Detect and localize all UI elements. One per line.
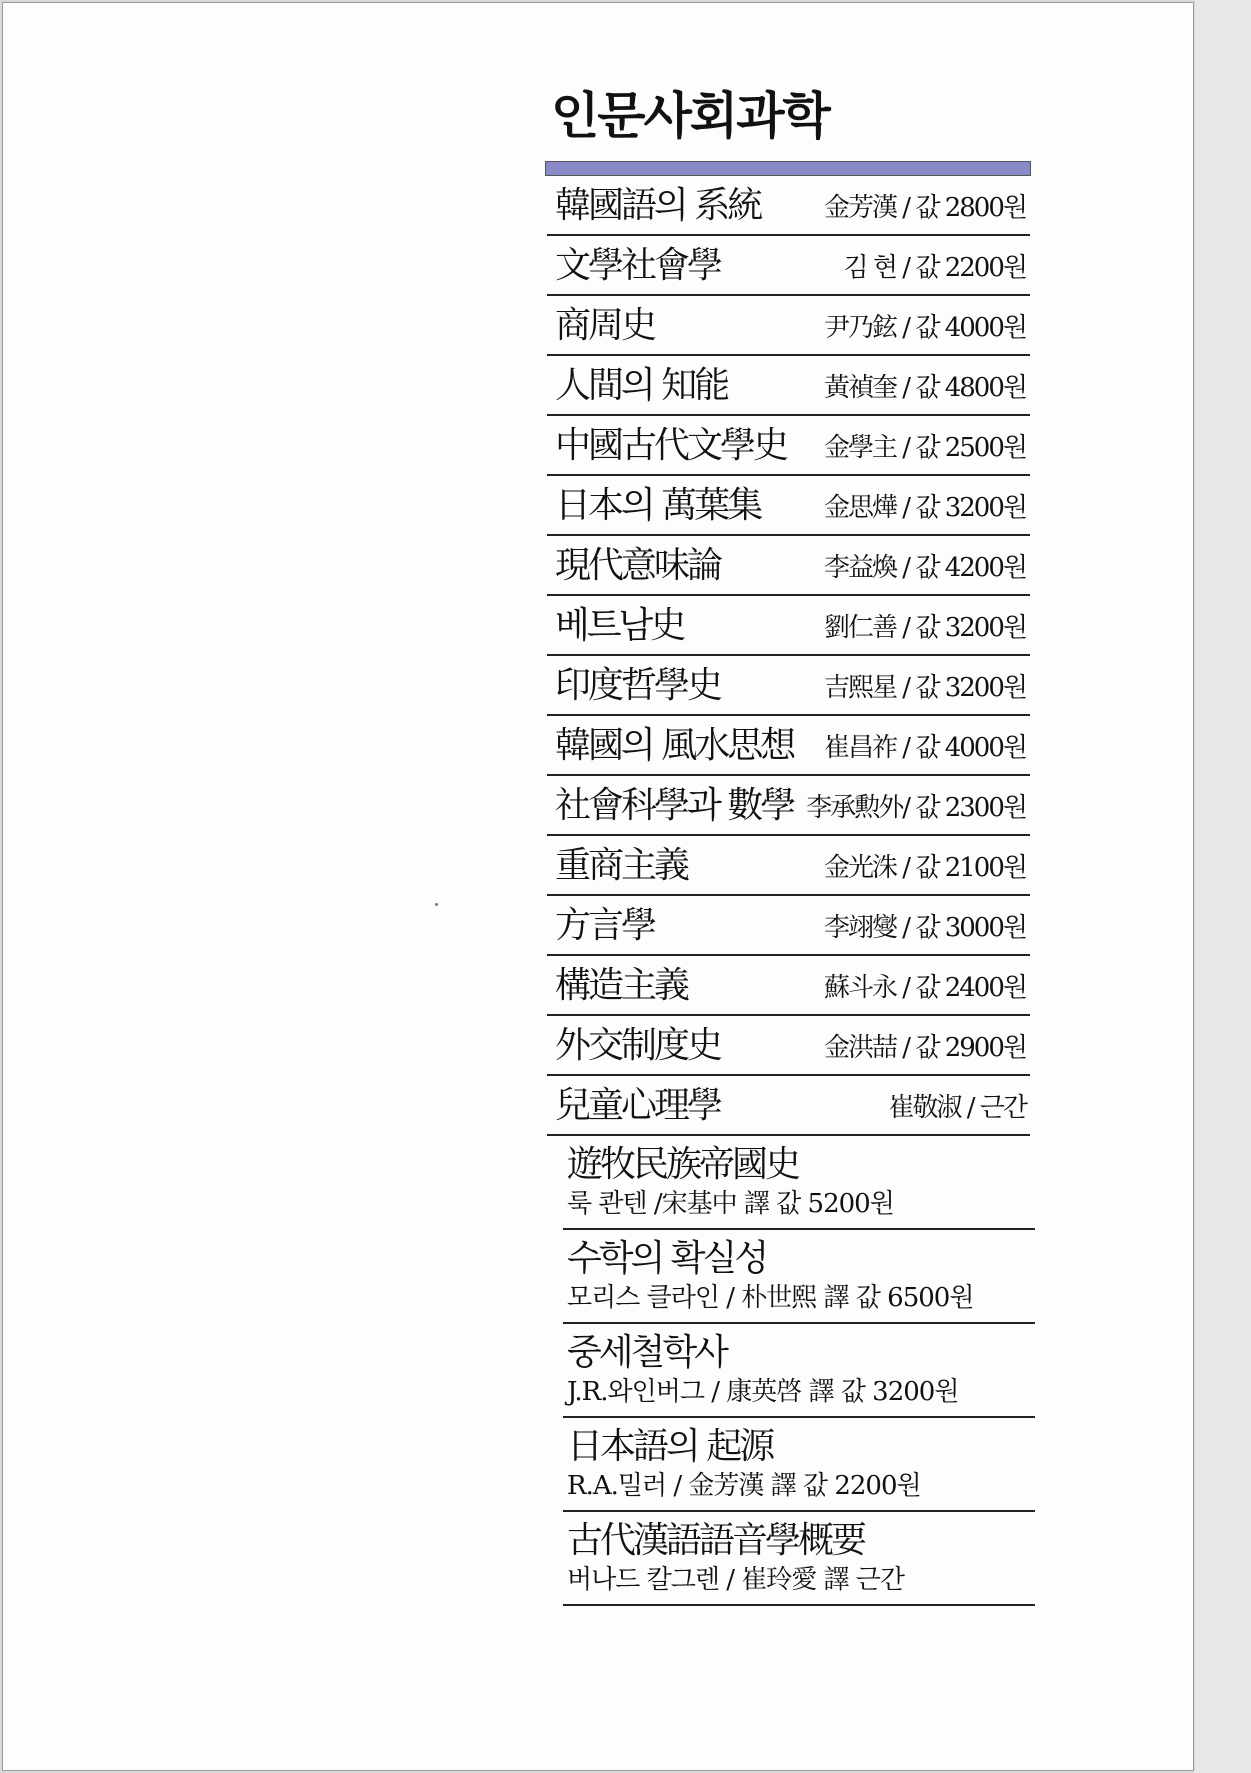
book-list-translated (543, 1136, 1041, 1606)
book-title: 社會科學과 數學 (555, 785, 794, 826)
book-author-price: 崔敬淑 / 근간 (888, 1093, 1026, 1123)
book-row (547, 836, 1030, 896)
book-title: 수학의 확실성 (567, 1238, 767, 1279)
book-author-price: 金洪喆 / 값 2900원 (824, 1033, 1026, 1063)
book-row (547, 1076, 1030, 1136)
book-title: 印度哲學史 (555, 665, 721, 706)
book-author-price: 崔昌祚 / 값 4000원 (824, 733, 1026, 763)
book-title: 方言學 (555, 905, 655, 946)
book-author-price: 李承勲外/ 값 2300원 (806, 793, 1026, 823)
book-author-price: 吉熙星 / 값 3200원 (824, 673, 1026, 703)
book-author-price: 金學主 / 값 2500원 (824, 433, 1026, 463)
book-author-price: 蘇斗永 / 값 2400원 (824, 973, 1026, 1003)
book-row-translated (563, 1324, 1035, 1418)
book-row (547, 896, 1030, 956)
book-title: 兒童心理學 (555, 1085, 721, 1126)
book-author-price: 黃禎奎 / 값 4800원 (824, 373, 1026, 403)
book-author-price: 尹乃鉉 / 값 4000원 (824, 313, 1026, 343)
book-author-price: 李翊燮 / 값 3000원 (824, 913, 1026, 943)
book-row-translated (563, 1136, 1035, 1230)
book-row (547, 236, 1030, 296)
book-author-price: 劉仁善 / 값 3200원 (824, 613, 1026, 643)
book-title: 베트남史 (555, 605, 684, 646)
book-row (547, 716, 1030, 776)
book-title: 韓國語의 系統 (555, 185, 761, 226)
book-catalog (543, 81, 1041, 1606)
book-author-price: 모리스 클라인 / 朴世熙 譯 값 6500원 (567, 1283, 974, 1313)
book-row-translated (563, 1512, 1035, 1606)
book-row (547, 596, 1030, 656)
book-title: 日本의 萬葉集 (555, 485, 761, 526)
book-author-price: 김 현 / 값 2200원 (843, 253, 1026, 283)
catalog-page (2, 2, 1194, 1771)
book-title: 人間의 知能 (555, 365, 728, 406)
book-title: 遊牧民族帝國史 (567, 1144, 799, 1185)
book-title: 重商主義 (555, 845, 688, 886)
book-row (547, 356, 1030, 416)
book-row (547, 416, 1030, 476)
book-title: 中國古代文學史 (555, 425, 787, 466)
book-row-translated (563, 1418, 1035, 1512)
page-edge (1195, 0, 1251, 1773)
book-title: 構造主義 (555, 965, 688, 1006)
book-list (543, 176, 1041, 1136)
book-title: 韓國의 風水思想 (555, 725, 794, 766)
book-author-price: 金光洙 / 값 2100원 (824, 853, 1026, 883)
book-row (547, 1016, 1030, 1076)
book-row-translated (563, 1230, 1035, 1324)
book-author-price: 李益煥 / 값 4200원 (824, 553, 1026, 583)
section-title-bar (545, 161, 1031, 176)
book-title: 古代漢語語音學概要 (567, 1520, 865, 1561)
book-row (547, 956, 1030, 1016)
book-row (547, 296, 1030, 356)
book-row (547, 656, 1030, 716)
book-row (547, 176, 1030, 236)
book-title: 商周史 (555, 305, 655, 346)
book-title: 중세철학사 (567, 1332, 726, 1373)
book-row (547, 776, 1030, 836)
book-row (547, 476, 1030, 536)
book-title: 外交制度史 (555, 1025, 721, 1066)
book-author-price: 金芳漢 / 값 2800원 (824, 193, 1026, 223)
book-author-price: 버나드 칼그렌 / 崔玲愛 譯 근간 (567, 1565, 905, 1595)
book-author-price: J.R.와인버그 / 康英啓 譯 값 3200원 (567, 1377, 959, 1407)
print-speck (435, 903, 438, 906)
book-author-price: R.A.밀러 / 金芳漢 譯 값 2200원 (567, 1471, 921, 1501)
book-row (547, 536, 1030, 596)
book-title: 日本語의 起源 (567, 1426, 773, 1467)
section-title: 인문사회과학 (551, 87, 829, 145)
book-title: 文學社會學 (555, 245, 721, 286)
book-title: 現代意味論 (555, 545, 721, 586)
book-author-price: 金思燁 / 값 3200원 (824, 493, 1026, 523)
book-author-price: 룩 콴텐 /宋基中 譯 값 5200원 (567, 1189, 894, 1219)
